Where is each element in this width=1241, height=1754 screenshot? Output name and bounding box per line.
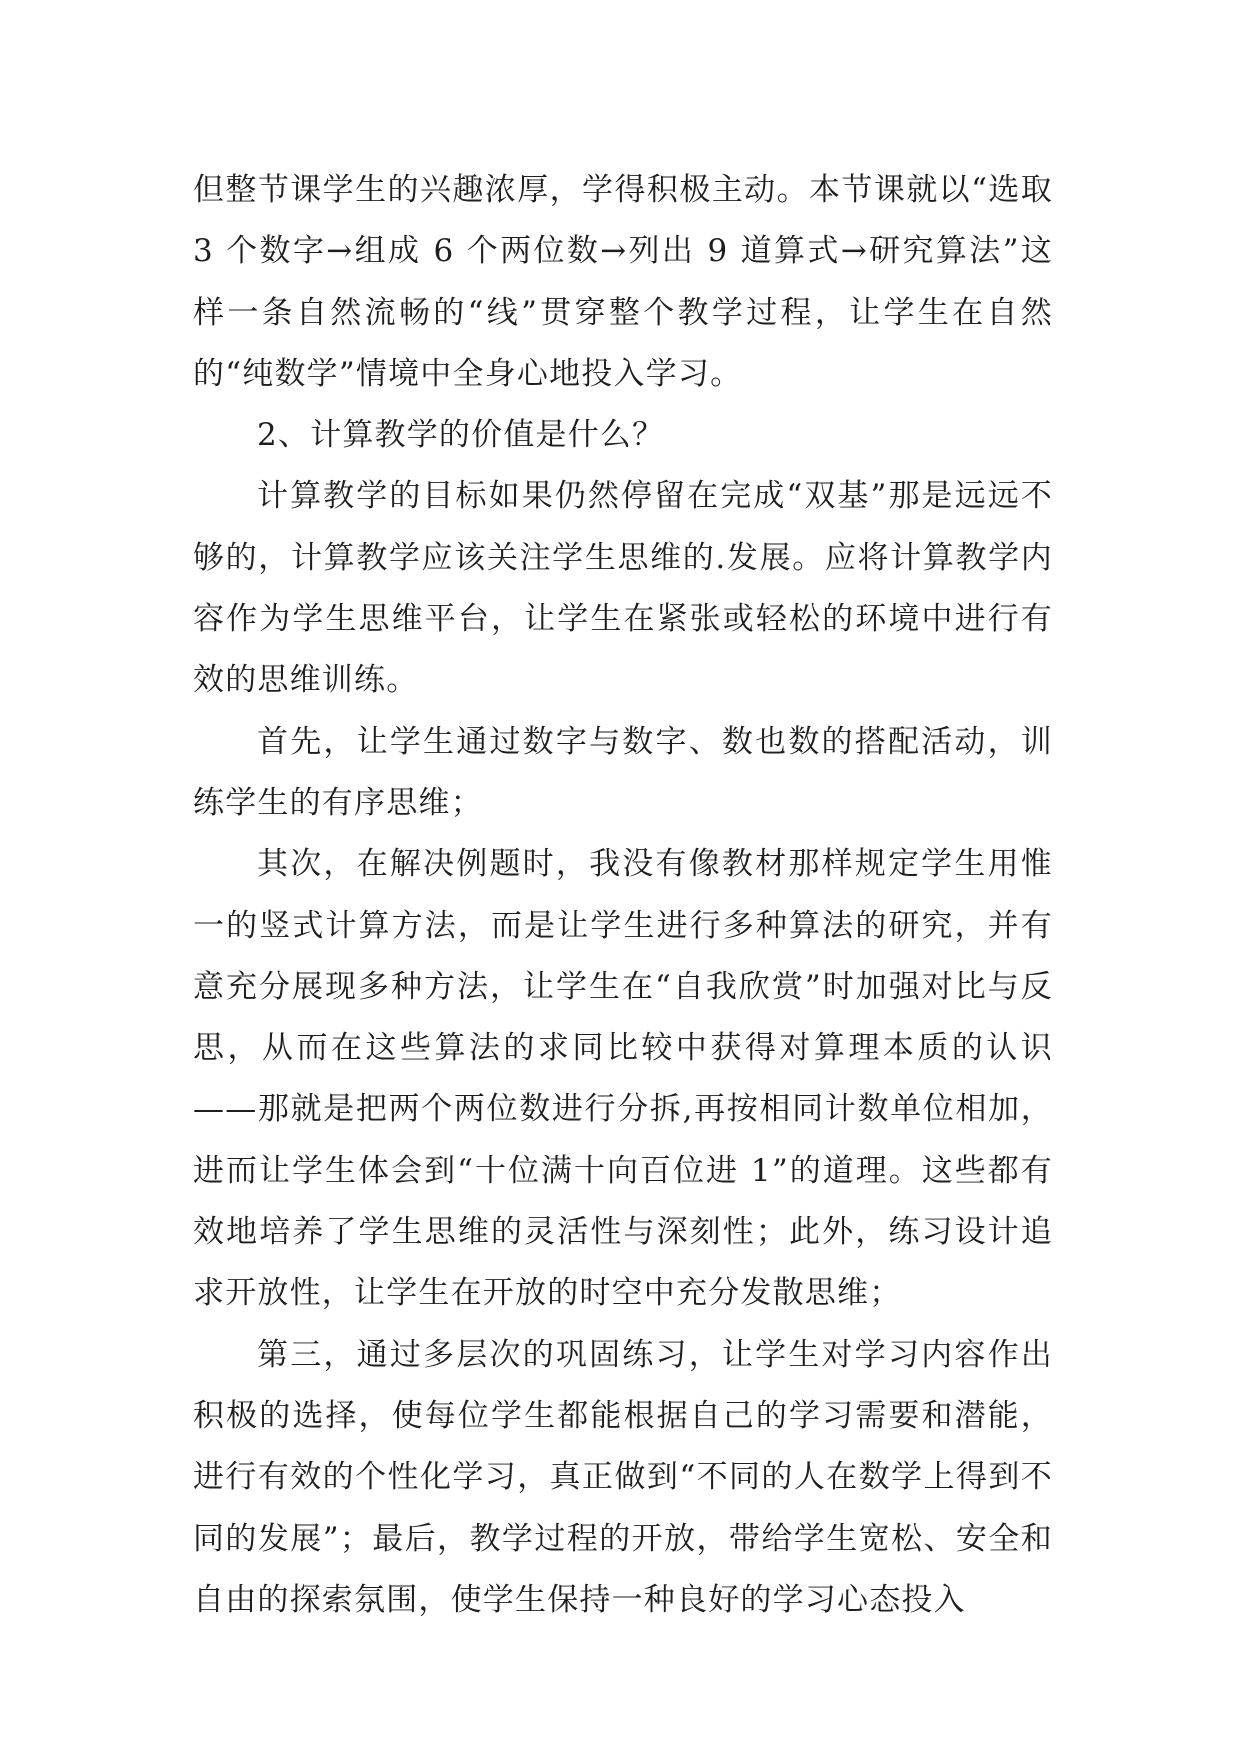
document-body — [193, 160, 1053, 1631]
paragraph-second: 其次，在解决例题时，我没有像教材那样规定学生用惟一的竖式计算方法，而是让学生进行多种算法的研究，并有意充分展现多种方法，让学生在“自我欣赏”时加强对比与反思，从而在这些算法的求同比较中获得对算理本质的认识——那就是把两个两位数进行分拆,再按相同计数单位相加，进而让学生体会到“十位满十向百位进 1”的道理。这些都有效地培养了学生思维的灵活性与深刻性；此外，练习设计追求开放性，让学生在开放的时空中充分发散思维； — [193, 846, 1053, 1312]
paragraph-third: 第三，通过多层次的巩固练习，让学生对学习内容作出积极的选择，使每位学生都能根据自己的学习需要和潜能，进行有效的个性化学习，真正做到“不同的人在数学上得到不同的发展”；最后，教学过程的开放，带给学生宽松、安全和自由的探索氛围，使学生保持一种良好的学习心态投入 — [193, 1336, 1053, 1618]
paragraph-continuation: 但整节课学生的兴趣浓厚，学得积极主动。本节课就以“选取 3 个数字→组成 6 个两位数→列出 9 道算式→研究算法”这样一条自然流畅的“线”贯穿整个教学过程，让学生在自然的“纯数学”情境中全身心地投入学习。 — [193, 172, 1053, 392]
paragraph-calc-goal: 计算教学的目标如果仍然停留在完成“双基”那是远远不够的，计算教学应该关注学生思维的.发展。应将计算教学内容作为学生思维平台，让学生在紧张或轻松的环境中进行有效的思维训练。 — [193, 478, 1053, 699]
paragraph-first: 首先，让学生通过数字与数字、数也数的搭配活动，训练学生的有序思维； — [193, 723, 1053, 821]
section-heading-2: 2、计算教学的价值是什么？ — [257, 417, 665, 454]
